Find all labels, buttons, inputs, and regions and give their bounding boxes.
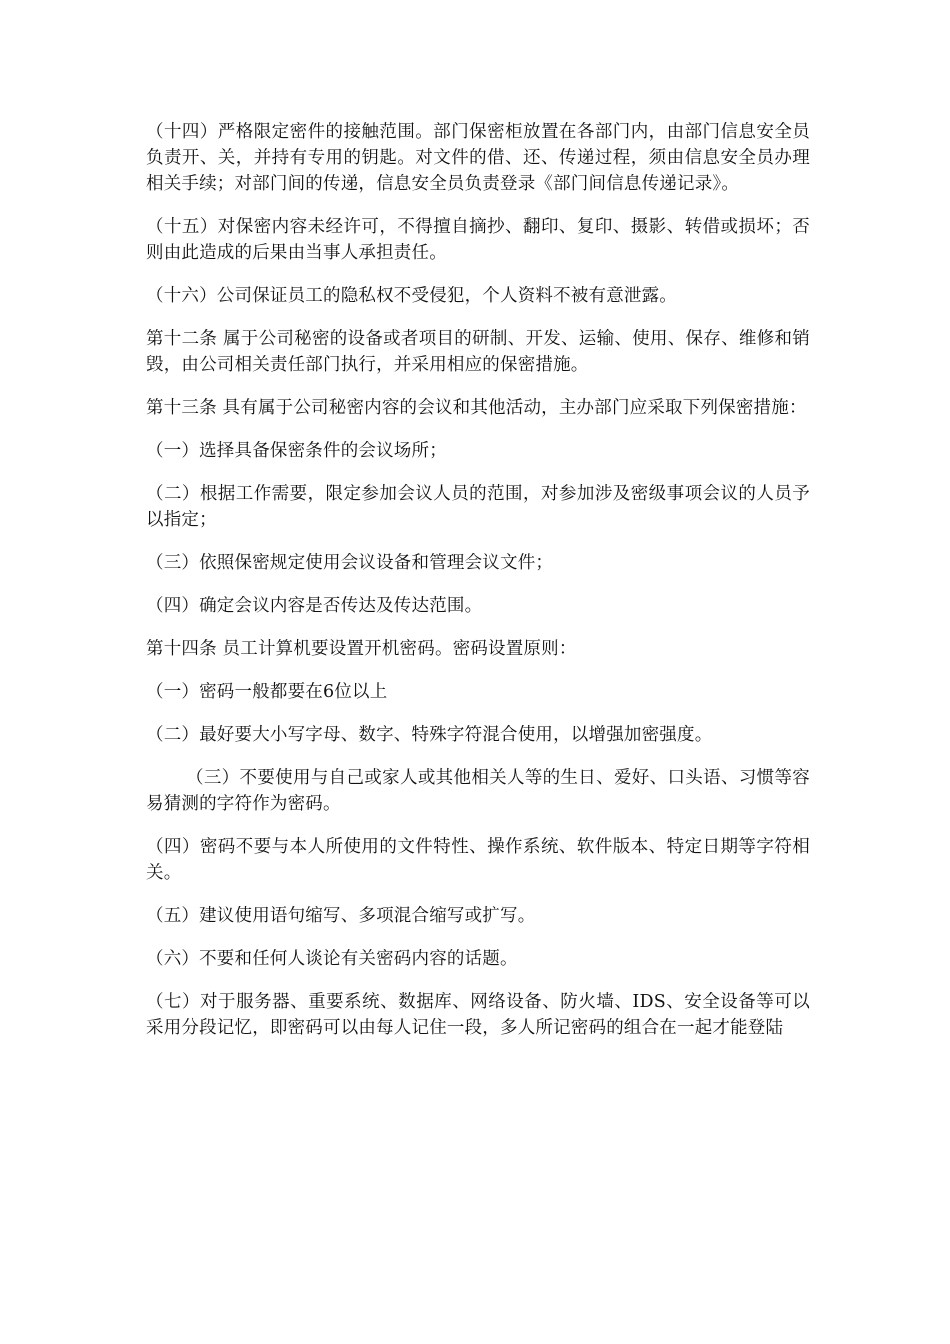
article-14-item-1: （一）密码一般都要在6位以上: [146, 682, 388, 702]
document-body: [146, 119, 810, 1058]
article-14-item-4: （四）密码不要与本人所使用的文件特性、操作系统、软件版本、特定日期等字符相关。: [146, 837, 810, 883]
article-13: 第十三条 具有属于公司秘密内容的会议和其他活动，主办部门应采取下列保密措施：: [146, 398, 807, 418]
article-14: 第十四条 员工计算机要设置开机密码。密码设置原则：: [146, 639, 577, 659]
article-13-item-1: （一）选择具备保密条件的会议场所；: [146, 441, 447, 461]
paragraph-14: （十四）严格限定密件的接触范围。部门保密柜放置在各部门内，由部门信息安全员负责开、关，并持有专用的钥匙。对文件的借、还、传递过程，须由信息安全员办理相关手续；对部门间的传递，信息安全员负责登录《部门间信息传递记录》。: [146, 122, 810, 194]
article-12: 第十二条 属于公司秘密的设备或者项目的研制、开发、运输、使用、保存、维修和销毁，由公司相关责任部门执行，并采用相应的保密措施。: [146, 329, 810, 375]
article-13-item-3: （三）依照保密规定使用会议设备和管理会议文件；: [146, 553, 554, 573]
article-14-item-7: （七）对于服务器、重要系统、数据库、网络设备、防火墙、IDS、安全设备等可以采用分段记忆，即密码可以由每人记住一段，多人所记密码的组合在一起才能登陆: [146, 992, 810, 1038]
article-13-item-2: （二）根据工作需要，限定参加会议人员的范围，对参加涉及密级事项会议的人员予以指定；: [146, 484, 810, 530]
article-14-item-6: （六）不要和任何人谈论有关密码内容的话题。: [146, 949, 518, 969]
article-14-item-5: （五）建议使用语句缩写、多项混合缩写或扩写。: [146, 906, 536, 926]
paragraph-16: （十六）公司保证员工的隐私权不受侵犯，个人资料不被有意泄露。: [146, 286, 677, 306]
article-14-item-2: （二）最好要大小写字母、数字、特殊字符混合使用，以增强加密强度。: [146, 725, 713, 745]
paragraph-15: （十五）对保密内容未经许可，不得擅自摘抄、翻印、复印、摄影、转借或损坏；否则由此造成的后果由当事人承担责任。: [146, 217, 810, 263]
article-14-item-3: （三）不要使用与自己或家人或其他相关人等的生日、爱好、口头语、习惯等容易猜测的字符作为密码。: [146, 768, 810, 814]
article-13-item-4: （四）确定会议内容是否传达及传达范围。: [146, 596, 483, 616]
